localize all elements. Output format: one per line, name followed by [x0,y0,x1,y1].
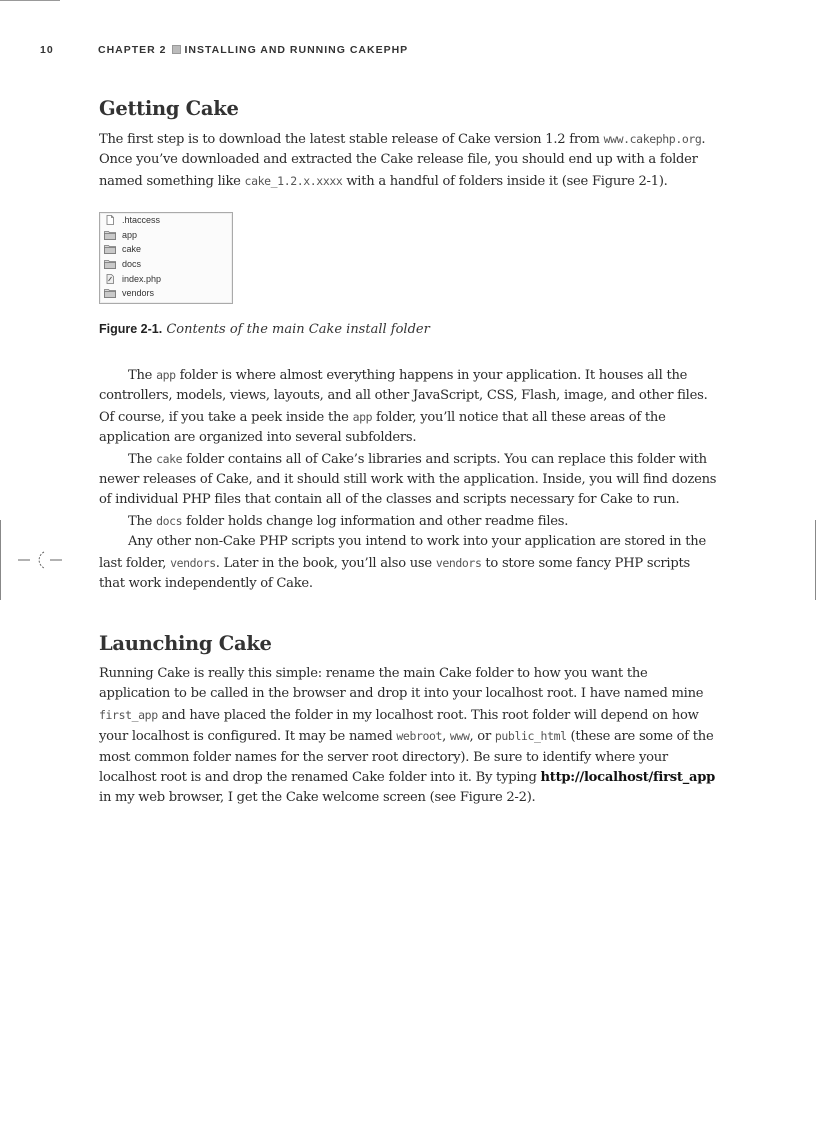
caption-label: Figure 2-1. [99,322,163,336]
inline-code: vendors [435,555,482,570]
paragraph-docs: The docs folder holds change log information and other readme files. [128,513,569,529]
inline-code: www [449,729,470,744]
section2-body [99,664,719,809]
inline-code: app [156,368,176,382]
paragraph-vendors: Any other non-Cake PHP scripts you intend to work into your application are stored in the last folder, vendors. Later in the book, you’ll also use vendors to store some fancy PHP scripts that work independently of Cake. [99,534,706,592]
folder-list-item [100,271,232,286]
folder-list-item [100,286,232,301]
paragraph-app: The app folder is where almost everything happens in your application. It houses all the controllers, models, views, layouts, and all other JavaScript, CSS, Flash, image, and other files. Of course, if you take a peek inside the app folder, you’ll notice that all these areas of the application are organized into several subfolders. [99,368,708,446]
folder-item-label: index.php [122,273,162,284]
bold-url: http://localhost/first_app [540,770,716,786]
inline-code: webroot [396,729,443,744]
folder-list-item [100,228,232,243]
figure-caption [99,322,430,337]
section-heading-getting-cake: Getting Cake [99,97,239,120]
caption-text: Contents of the main Cake install folder [166,322,430,337]
folder-list-item [100,213,232,228]
inline-code: cake_1.2.x.xxxx [244,173,343,188]
trim-line [0,0,60,1]
folder-item-label: docs [122,259,142,270]
folder-list-item [100,257,232,272]
registration-mark-icon [18,550,62,570]
folder-item-label: .htaccess [122,215,161,226]
paragraph-launching: Running Cake is really this simple: rename the main Cake folder to how you want the application to be called in the browser and drop it into your localhost root. I have named mine first_app and have placed the folder in my localhost root. This root folder will depend on how your localhost is configured. It may be named webroot, www, or public_html (these are some of the most common folder names for the server root directory). Be sure to identify where your localhost root is and drop the renamed Cake folder into it. By typing http://localhost/first_app in my web browser, I get the Cake welcome screen (see Figure 2-2). [99,666,716,806]
folder-list [100,213,232,301]
inline-code: cake [156,451,183,466]
inline-code: vendors [170,555,216,570]
chapter-title: INSTALLING AND RUNNING CAKEPHP [184,44,409,56]
inline-code: first_app [99,707,158,722]
square-bullet-icon [172,45,181,54]
folder-item-label: cake [122,244,142,255]
section-heading-launching-cake: Launching Cake [99,632,272,655]
inline-code: www.cakephp.org [603,132,702,146]
paragraph-cake: The cake folder contains all of Cake’s libraries and scripts. You can replace this folder with newer releases of Cake, and it should still work with the application. Inside, you will find dozens of individual PHP files that contain all of the classes and scripts necessary for Cake to run. [99,451,717,508]
running-header [40,44,408,56]
page-number: 10 [40,44,54,56]
folder-item-label: vendors [122,288,155,299]
folder-icon [104,230,116,240]
main-body [99,365,719,594]
inline-code: docs [156,513,183,528]
folder-icon [104,259,116,269]
folder-icon [104,288,116,298]
file-icon [104,215,116,225]
section1-body [99,129,719,192]
folder-list-item [100,242,232,257]
paragraph: The first step is to download the latest stable release of Cake version 1.2 from www.cakephp.org. Once you’ve downloaded and extracted the Cake release file, you should end up with a folder named something like cake_1.2.x.xxxx with a handful of folders inside it (see Figure 2-1). [99,132,706,189]
binding-line-left [0,520,1,600]
folder-icon [104,244,116,254]
chapter-label: CHAPTER 2 [98,44,167,56]
folder-listing-figure [99,212,233,304]
php-file-icon [104,274,116,284]
folder-item-label: app [122,229,138,240]
inline-code: public_html [494,729,567,744]
inline-code: app [352,409,373,424]
